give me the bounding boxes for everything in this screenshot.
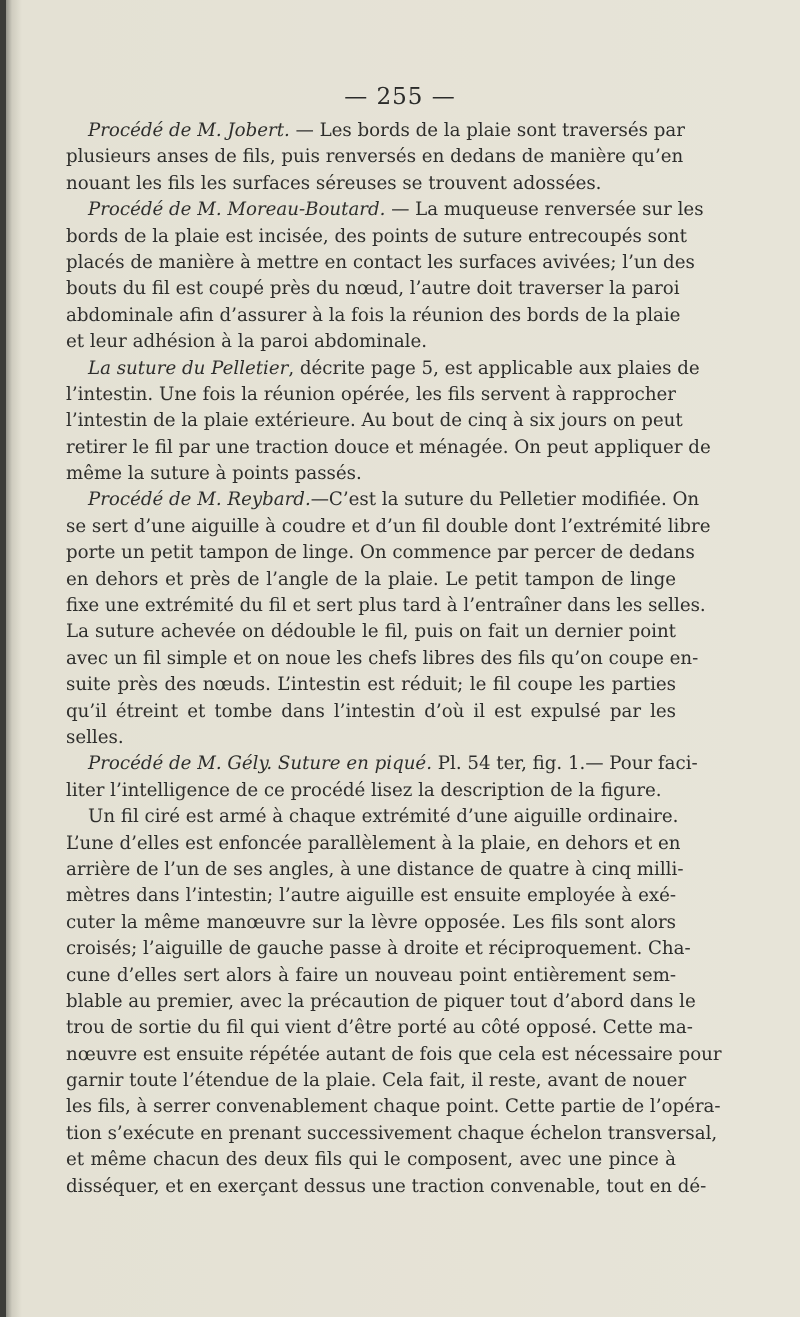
- text-line: abdominale afin d’assurer à la fois la réunion des bords de la plaie: [66, 304, 681, 326]
- text-line: et leur adhésion à la paroi abdominale.: [66, 331, 428, 353]
- text-line: l’intestin. Une fois la réunion opérée, les fils servent à rapprocher: [66, 383, 676, 405]
- text-line: cuter la même manœuvre sur la lèvre opposée. Les fils sont alors: [66, 911, 676, 933]
- text-line: l’intestin de la plaie extérieure. Au bout de cinq à six jours on peut: [66, 410, 683, 432]
- text-line: Procédé de M. Gély. Suture en piqué. Pl. 54 ter, fig. 1.— Pour faci-: [88, 753, 698, 775]
- text-line: bords de la plaie est incisée, des points de suture entrecoupés sont: [66, 225, 687, 247]
- paragraph-moreau-boutard: [66, 197, 704, 355]
- text-line: selles.: [66, 726, 124, 748]
- paragraph-gely: [66, 751, 698, 804]
- text-line: nouant les fils les surfaces séreuses se trouvent adossées.: [66, 172, 602, 194]
- text-line: Procédé de M. Reybard.—C’est la suture du Pelletier modifiée. On: [88, 489, 700, 511]
- text-line: placés de manière à mettre en contact les surfaces avivées; l’un des: [66, 251, 695, 273]
- text-line: bouts du fil est coupé près du nœud, l’autre doit traverser la paroi: [66, 278, 680, 300]
- text-line: arrière de l’un de ses angles, à une distance de quatre à cinq milli-: [66, 858, 684, 880]
- text-line: porte un petit tampon de linge. On commence par percer de dedans: [66, 542, 695, 564]
- text-line: garnir toute l’étendue de la plaie. Cela fait, il reste, avant de nouer: [66, 1070, 687, 1092]
- text-line: qu’il étreint et tombe dans l’intestin d’où il est expulsé par les: [66, 700, 676, 722]
- text-line: La suture du Pelletier, décrite page 5, est applicable aux plaies de: [88, 357, 700, 379]
- text-line: même la suture à points passés.: [66, 463, 362, 485]
- text-line: et même chacun des deux fils qui le composent, avec une pince à: [66, 1149, 676, 1171]
- text-line: disséquer, et en exerçant dessus une traction convenable, tout en dé-: [66, 1175, 707, 1197]
- paragraph-reybard: [66, 487, 711, 751]
- text-line: blable au premier, avec la précaution de piquer tout d’abord dans le: [66, 990, 696, 1012]
- text-line: Procédé de M. Moreau-Boutard. — La muqueuse renversée sur les: [88, 199, 704, 221]
- page-gutter-shadow: [0, 0, 6, 1317]
- paragraph-jobert: [66, 118, 685, 197]
- text-line: trou de sortie du fil qui vient d’être porté au côté opposé. Cette ma-: [66, 1017, 693, 1039]
- paragraph-description: [66, 804, 722, 1200]
- text-line: plusieurs anses de fils, puis renversés en dedans de manière qu’en: [66, 146, 684, 168]
- text-line: avec un fil simple et on noue les chefs libres des fils qu’on coupe en-: [66, 647, 699, 669]
- text-line: suite près des nœuds. L’intestin est réduit; le fil coupe les parties: [66, 674, 676, 696]
- body-text: [66, 118, 722, 1200]
- text-line: liter l’intelligence de ce procédé lisez la description de la figure.: [66, 779, 662, 801]
- text-line: fixe une extrémité du fil et sert plus tard à l’entraîner dans les selles.: [66, 595, 706, 617]
- text-line: cune d’elles sert alors à faire un nouveau point entièrement sem-: [66, 964, 676, 986]
- text-line: mètres dans l’intestin; l’autre aiguille est ensuite employée à exé-: [66, 885, 676, 907]
- paragraph-pelletier: [66, 356, 711, 488]
- text-line: nœuvre est ensuite répétée autant de fois que cela est nécessaire pour: [66, 1043, 722, 1065]
- text-line: tion s’exécute en prenant successivement chaque échelon transversal,: [66, 1122, 718, 1144]
- text-line: se sert d’une aiguille à coudre et d’un fil double dont l’extrémité libre: [66, 515, 711, 537]
- text-line: les fils, à serrer convenablement chaque point. Cette partie de l’opéra-: [66, 1096, 721, 1118]
- text-line: croisés; l’aiguille de gauche passe à droite et réciproquement. Cha-: [66, 938, 691, 960]
- text-line: L’une d’elles est enfoncée parallèlement à la plaie, en dehors et en: [66, 832, 681, 854]
- text-line: retirer le fil par une traction douce et ménagée. On peut appliquer de: [66, 436, 711, 458]
- text-line: Procédé de M. Jobert. — Les bords de la plaie sont traversés par: [88, 120, 685, 141]
- text-line: en dehors et près de l’angle de la plaie. Le petit tampon de linge: [66, 568, 676, 590]
- page-number: — 255 —: [344, 84, 456, 110]
- text-line: Un fil ciré est armé à chaque extrémité d’une aiguille ordinaire.: [88, 806, 679, 828]
- text-line: La suture achevée on dédouble le fil, puis on fait un dernier point: [66, 621, 676, 643]
